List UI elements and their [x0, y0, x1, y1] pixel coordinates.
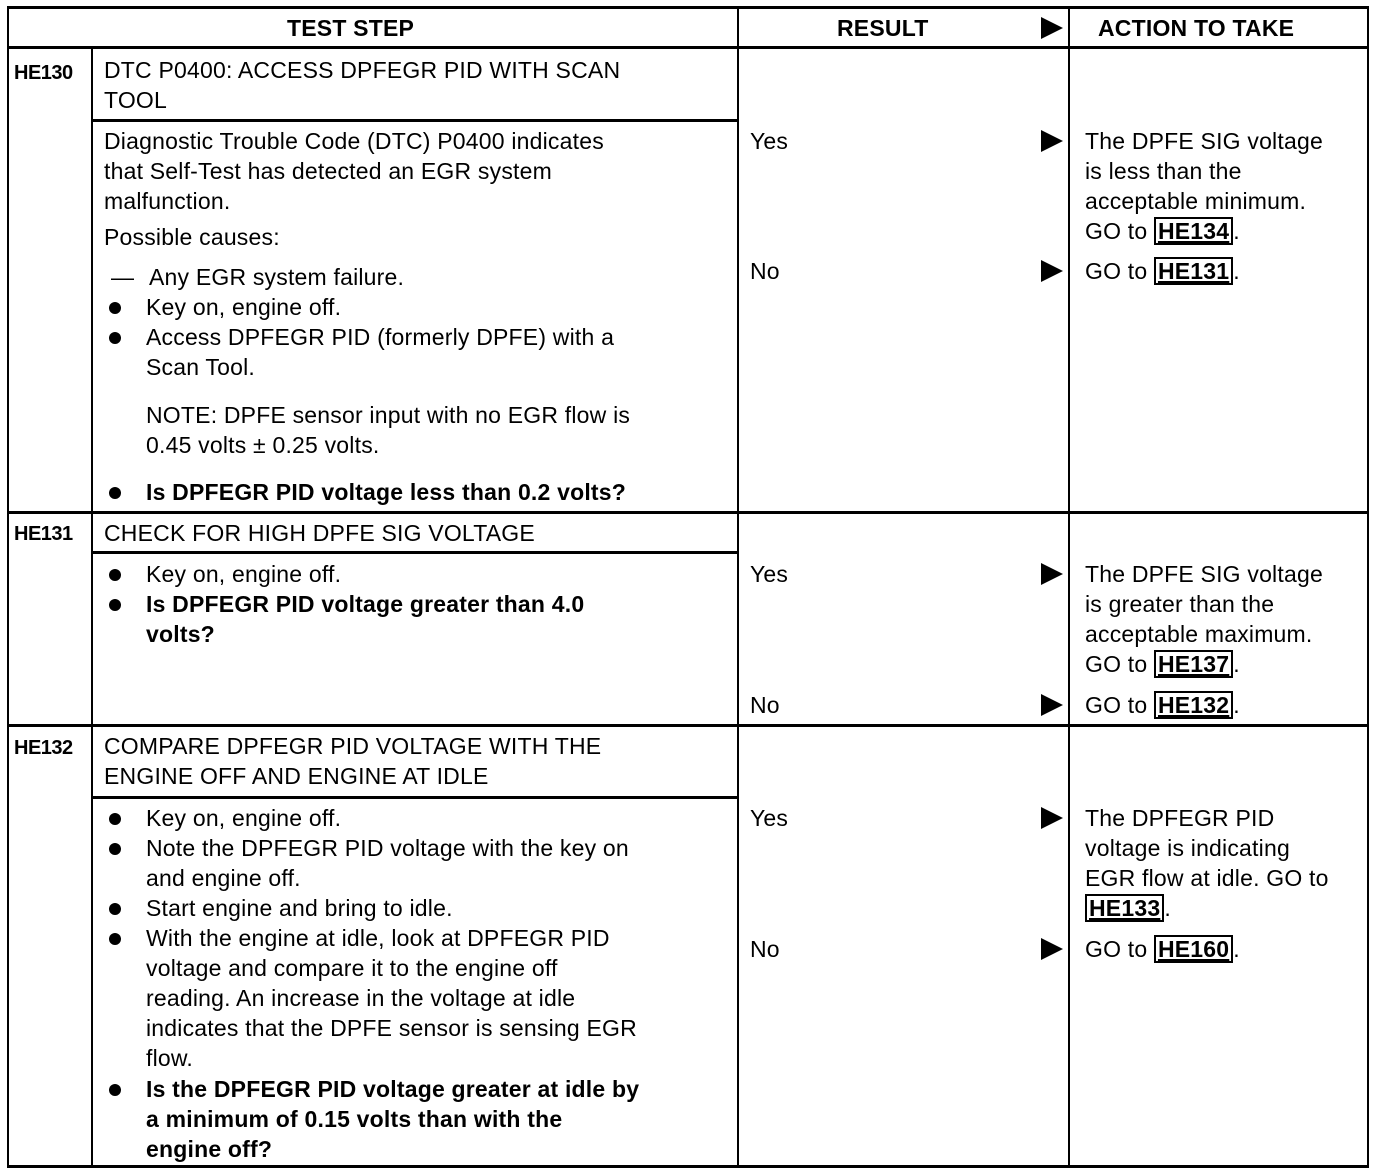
bullet-icon — [109, 599, 121, 611]
he132-no-arrow-icon — [1041, 938, 1063, 960]
bullet-icon — [109, 569, 121, 581]
he131-title: CHECK FOR HIGH DPFE SIG VOLTAGE — [104, 520, 535, 546]
he130-note-line1: NOTE: DPFE sensor input with no EGR flow is — [146, 402, 631, 428]
he132-bullet4-line5: flow. — [146, 1045, 194, 1071]
he132-no-goto: GO to HE160 . — [1085, 936, 1240, 962]
table-left-border — [7, 6, 9, 1168]
he131-title-underline — [92, 551, 738, 554]
he130-yes-arrow-icon — [1041, 130, 1063, 152]
he131-yes-arrow-icon — [1041, 563, 1063, 585]
he130-yes-action-line1: The DPFE SIG voltage — [1085, 128, 1323, 154]
bullet-icon — [109, 933, 121, 945]
he130-bullet1: Key on, engine off. — [146, 294, 342, 320]
he132-yes-action-line3: EGR flow at idle. GO to — [1085, 865, 1329, 891]
goto-text: GO to — [1085, 218, 1148, 244]
he130-yes: Yes — [750, 128, 789, 154]
action-column-divider — [1068, 6, 1070, 1168]
he130-yes-goto: GO to HE134 . — [1085, 218, 1240, 244]
he132-yes-action-line1: The DPFEGR PID — [1085, 805, 1275, 831]
bullet-icon — [109, 1084, 121, 1096]
he130-note-line2: 0.45 volts ± 0.25 volts. — [146, 432, 380, 458]
he132-question-line3: engine off? — [146, 1136, 273, 1162]
he130-yes-action-line3: acceptable minimum. — [1085, 188, 1307, 214]
code-column-divider — [91, 46, 93, 1168]
he132-bullet2-line2: and engine off. — [146, 865, 301, 891]
goto-text: GO to — [1085, 936, 1148, 962]
he132-bullet4-line2: voltage and compare it to the engine off — [146, 955, 558, 981]
he131-question-line2: volts? — [146, 621, 215, 647]
he130-no: No — [750, 258, 780, 284]
he132-title-line1: COMPARE DPFEGR PID VOLTAGE WITH THE — [104, 733, 602, 759]
he131-yes-action-line3: acceptable maximum. — [1085, 621, 1313, 647]
result-column-divider — [737, 6, 739, 1168]
he132-title-line2: ENGINE OFF AND ENGINE AT IDLE — [104, 763, 489, 789]
he130-no-goto: GO to HE131 . — [1085, 258, 1240, 284]
header-result: RESULT — [837, 15, 929, 41]
he132-yes: Yes — [750, 805, 789, 831]
he130-dash-item: Any EGR system failure. — [149, 264, 405, 290]
step-code-he130: HE130 — [14, 62, 73, 84]
bullet-icon — [109, 487, 121, 499]
step-link-he132[interactable]: HE132 — [1154, 691, 1233, 719]
bullet-icon — [109, 332, 121, 344]
header-arrow-icon — [1041, 17, 1063, 39]
he132-question-line2: a minimum of 0.15 volts than with the — [146, 1106, 563, 1132]
he132-no: No — [750, 936, 780, 962]
he132-top-border — [7, 724, 1369, 727]
bullet-icon — [109, 302, 121, 314]
he130-intro-line2: that Self-Test has detected an EGR system — [104, 158, 552, 184]
he132-yes-action-line2: voltage is indicating — [1085, 835, 1290, 861]
he130-title-line1: DTC P0400: ACCESS DPFEGR PID WITH SCAN — [104, 57, 621, 83]
he132-bullet3: Start engine and bring to idle. — [146, 895, 453, 921]
he132-bullet4-line3: reading. An increase in the voltage at idle — [146, 985, 576, 1011]
step-link-he133[interactable]: HE133 — [1085, 894, 1164, 922]
he130-bullet2-line1: Access DPFEGR PID (formerly DPFE) with a — [146, 324, 615, 350]
table-top-border — [7, 6, 1369, 9]
he130-no-arrow-icon — [1041, 260, 1063, 282]
step-link-he160[interactable]: HE160 — [1154, 935, 1233, 963]
he132-yes-arrow-icon — [1041, 807, 1063, 829]
he131-no-goto: GO to HE132 . — [1085, 692, 1240, 718]
he132-question-line1: Is the DPFEGR PID voltage greater at idle by — [146, 1076, 640, 1102]
he130-bullet2-line2: Scan Tool. — [146, 354, 255, 380]
diagnostic-table — [7, 6, 1369, 1168]
he131-yes: Yes — [750, 561, 789, 587]
he130-title-underline — [92, 119, 738, 122]
he132-bullet1: Key on, engine off. — [146, 805, 342, 831]
header-test-step: TEST STEP — [287, 15, 415, 41]
goto-text: GO to — [1085, 651, 1148, 677]
bullet-icon — [109, 813, 121, 825]
step-code-he131: HE131 — [14, 523, 73, 545]
he131-no: No — [750, 692, 780, 718]
he130-title-line2: TOOL — [104, 87, 168, 113]
step-code-he132: HE132 — [14, 737, 73, 759]
he130-question: Is DPFEGR PID voltage less than 0.2 volts? — [146, 479, 627, 505]
he131-top-border — [7, 511, 1369, 514]
he132-bullet2-line1: Note the DPFEGR PID voltage with the key on — [146, 835, 629, 861]
goto-text: GO to — [1085, 692, 1148, 718]
he131-bullet1: Key on, engine off. — [146, 561, 342, 587]
step-link-he137[interactable]: HE137 — [1154, 650, 1233, 678]
he131-yes-goto: GO to HE137 . — [1085, 651, 1240, 677]
table-right-border — [1367, 6, 1369, 1168]
he130-possible-causes: Possible causes: — [104, 224, 280, 250]
he131-yes-action-line2: is greater than the — [1085, 591, 1275, 617]
he132-title-underline — [92, 796, 738, 799]
he131-yes-action-line1: The DPFE SIG voltage — [1085, 561, 1323, 587]
step-link-he134[interactable]: HE134 — [1154, 217, 1233, 245]
he132-bullet4-line4: indicates that the DPFE sensor is sensing EGR — [146, 1015, 637, 1041]
he130-intro-line3: malfunction. — [104, 188, 231, 214]
he130-dash-icon: — — [111, 264, 135, 290]
bullet-icon — [109, 903, 121, 915]
bullet-icon — [109, 843, 121, 855]
header-action: ACTION TO TAKE — [1098, 15, 1295, 41]
he131-question-line1: Is DPFEGR PID voltage greater than 4.0 — [146, 591, 585, 617]
he131-no-arrow-icon — [1041, 694, 1063, 716]
table-bottom-border — [7, 1165, 1369, 1168]
he130-intro-line1: Diagnostic Trouble Code (DTC) P0400 indicates — [104, 128, 604, 154]
step-link-he131[interactable]: HE131 — [1154, 257, 1233, 285]
he130-yes-action-line2: is less than the — [1085, 158, 1242, 184]
header-bottom-border — [7, 46, 1369, 49]
he132-bullet4-line1: With the engine at idle, look at DPFEGR PID — [146, 925, 610, 951]
he132-yes-goto: HE133 . — [1085, 893, 1171, 923]
goto-text: GO to — [1085, 258, 1148, 284]
